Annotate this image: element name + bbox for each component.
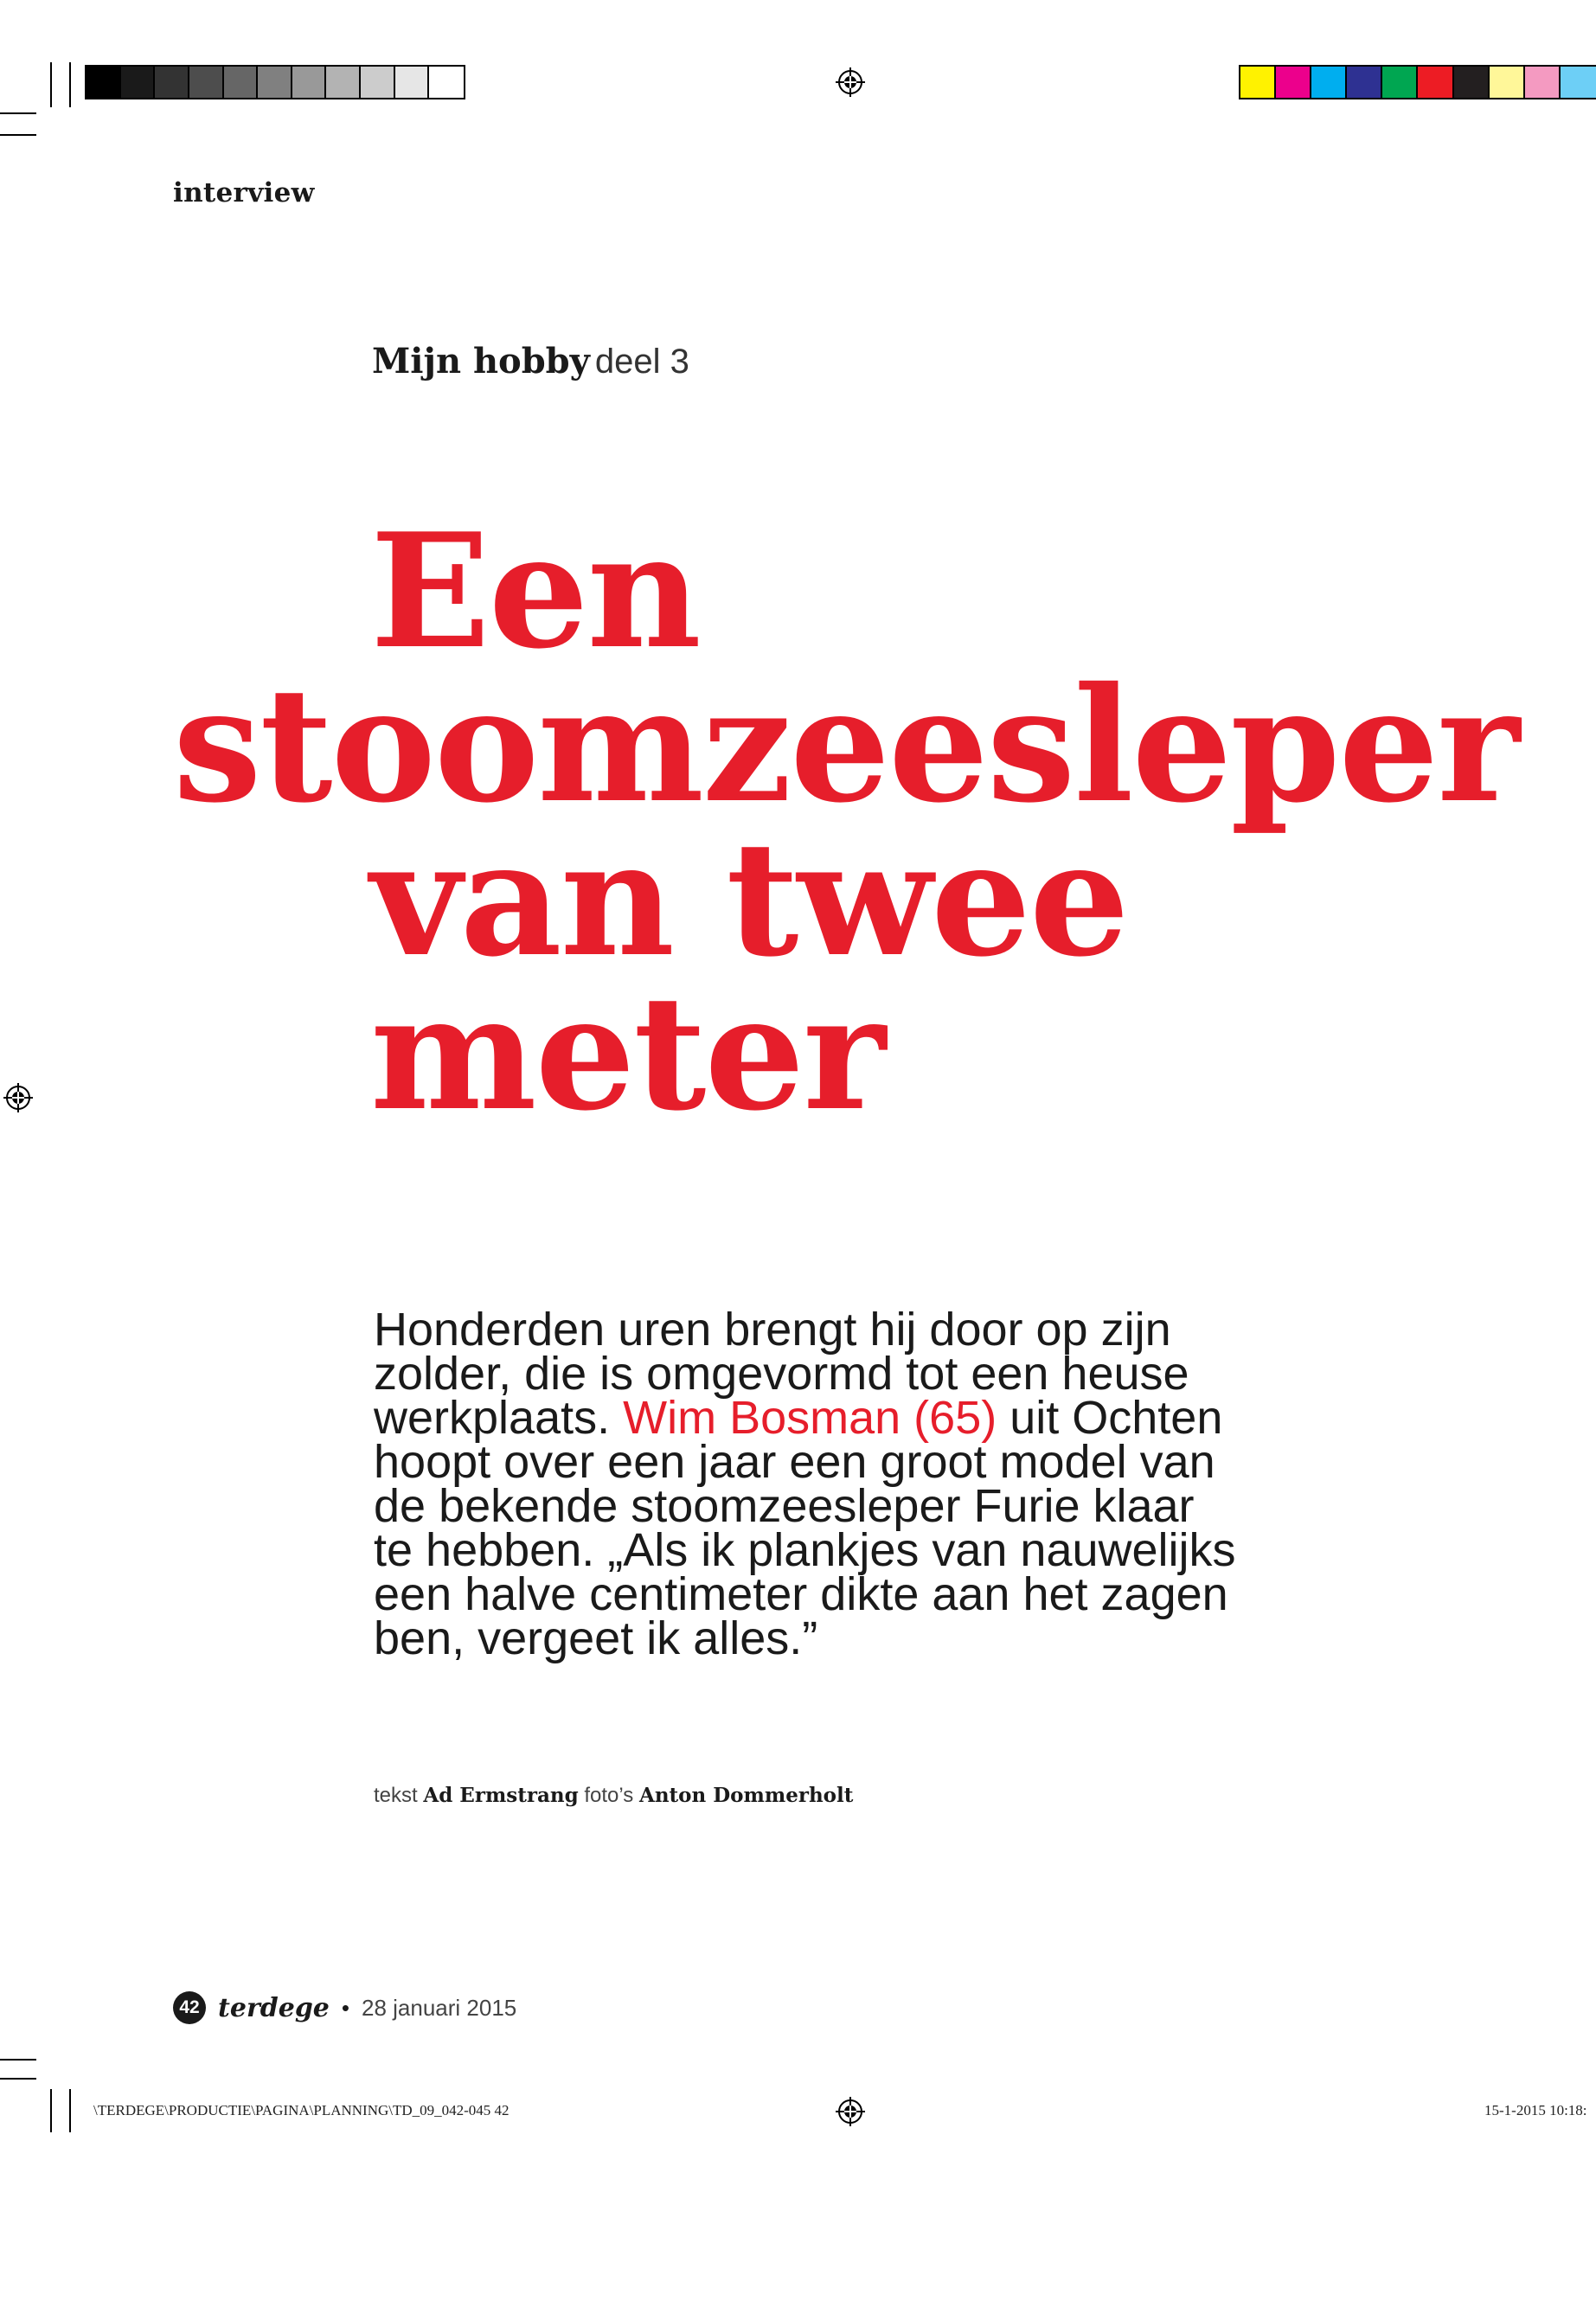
color-swatch-10 (1561, 67, 1596, 98)
crop-mark-top-left-v2 (69, 62, 71, 107)
headline-line-4: meter (370, 960, 885, 1145)
crop-mark-top-left-v1 (50, 62, 52, 107)
color-swatch-8 (1490, 67, 1525, 98)
byline-text-label: tekst (374, 1784, 418, 1807)
byline-photo-label: foto’s (584, 1784, 634, 1807)
series-name: Mijn hobby (372, 341, 590, 381)
crop-mark-bottom-left-v2 (69, 2089, 71, 2132)
gray-swatch-7 (292, 67, 327, 98)
print-slug-timestamp: 15-1-2015 10:18: (1484, 2102, 1587, 2118)
page-number-badge: 42 (173, 1991, 206, 2024)
crop-mark-top-left-h (0, 112, 36, 114)
color-swatch-7 (1454, 67, 1490, 98)
page-footer (173, 1991, 516, 2024)
gray-swatch-5 (224, 67, 259, 98)
gray-swatch-11 (429, 67, 464, 98)
registration-mark-top (836, 67, 865, 97)
gray-swatch-9 (361, 67, 395, 98)
gray-swatch-3 (155, 67, 189, 98)
color-swatch-4 (1347, 67, 1382, 98)
gray-swatch-1 (87, 67, 121, 98)
series-part: deel 3 (594, 343, 689, 381)
intro-paragraph (374, 1304, 1239, 1664)
gray-swatch-4 (189, 67, 224, 98)
headline-line-2: stoomzeesleper (173, 652, 1519, 837)
gray-calibration-bar (85, 65, 465, 99)
intro-text-start: Honderden uren brengt hij door op zijn zolder, die is omgevormd tot een heuse werkplaats. (374, 1304, 1189, 1444)
registration-mark-bottom (836, 2097, 865, 2126)
crop-mark-bottom-left-h2 (0, 2078, 36, 2080)
registration-mark-left (3, 1083, 33, 1112)
byline (374, 1784, 853, 1808)
byline-photo-author: Anton Dommerholt (638, 1784, 854, 1807)
gray-swatch-8 (326, 67, 361, 98)
color-swatch-2 (1276, 67, 1311, 98)
color-swatch-3 (1311, 67, 1347, 98)
headline-line-1: Een (370, 498, 700, 683)
section-label: interview (173, 177, 315, 208)
magazine-logo: terdege (218, 1992, 330, 2023)
issue-date: 28 januari 2015 (362, 1994, 517, 2021)
color-swatch-1 (1240, 67, 1276, 98)
crop-mark-top-left-h2 (0, 134, 36, 136)
color-calibration-bar (1239, 65, 1596, 99)
headline-line-3: van twee (370, 806, 1128, 991)
footer-separator: • (341, 1994, 349, 2021)
crop-mark-bottom-left-h (0, 2059, 36, 2061)
color-swatch-9 (1525, 67, 1561, 98)
color-swatch-5 (1382, 67, 1418, 98)
color-swatch-6 (1418, 67, 1453, 98)
intro-text-end: uit Ochten hoopt over een jaar een groot model van de bekende stoomzeesleper Furie klaar te hebben. „Als ik plankjes van nauwelijks een halve centimeter dikte aan het zagen ben, vergeet ik alles.” (374, 1392, 1236, 1664)
gray-swatch-6 (258, 67, 292, 98)
gray-swatch-10 (395, 67, 430, 98)
crop-mark-bottom-left-v1 (50, 2089, 52, 2132)
byline-text-author: Ad Ermstrang (423, 1784, 579, 1807)
series-title (372, 341, 689, 381)
gray-swatch-2 (121, 67, 156, 98)
intro-highlight-name: Wim Bosman (65) (623, 1392, 997, 1444)
print-slug-path: \TERDEGE\PRODUCTIE\PAGINA\PLANNING\TD_09_042-045 42 (93, 2102, 510, 2118)
